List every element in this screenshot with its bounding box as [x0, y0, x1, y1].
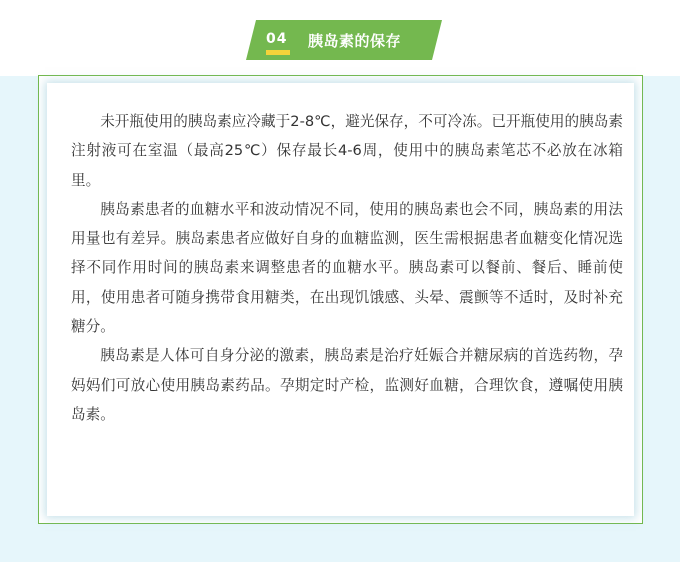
section-number-underline: [266, 50, 290, 55]
article-paragraph: 胰岛素患者的血糖水平和波动情况不同，使用的胰岛素也会不同，胰岛素的用法用量也有差异。胰岛素患者应做好自身的血糖监测，医生需根据患者血糖变化情况选择不同作用时间的胰岛素来调整患者的血糖水平。胰岛素可以餐前、餐后、睡前使用，使用患者可随身携带食用糖类，在出现饥饿感、头晕、震颤等不适时，及时补充糖分。: [71, 200, 623, 336]
section-number: 04: [266, 31, 288, 47]
section-banner: [246, 20, 442, 60]
article-body: [71, 107, 623, 429]
article-paragraph: 胰岛素是人体可自身分泌的激素，胰岛素是治疗妊娠合并糖尿病的首选药物，孕妈妈们可放心使用胰岛素药品。孕期定时产检，监测好血糖，合理饮食，遵嘱使用胰岛素。: [71, 347, 623, 423]
article-paragraph: 未开瓶使用的胰岛素应冷藏于2-8℃，避光保存，不可冷冻。已开瓶使用的胰岛素注射液可在室温（最高25℃）保存最长4-6周，使用中的胰岛素笔芯不必放在冰箱里。: [71, 113, 623, 189]
content-frame: [38, 75, 643, 524]
content-panel: [47, 83, 634, 516]
section-title: 胰岛素的保存: [308, 32, 402, 50]
